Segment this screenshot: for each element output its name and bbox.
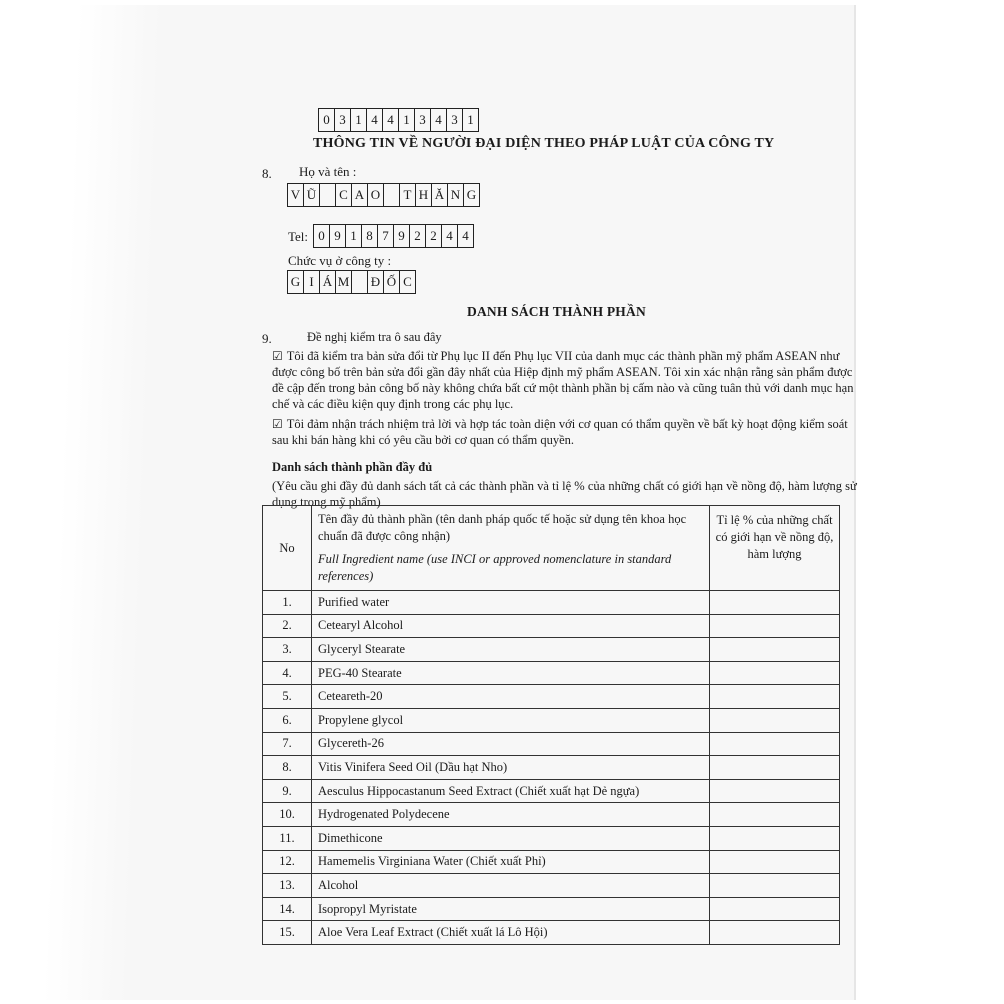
cell-percentage [710,685,840,709]
cell-no: 8. [263,756,312,780]
table-row [263,661,840,685]
col-header-name-en: Full Ingredient name (use INCI or approved nomenclature in standard references) [318,552,672,583]
name-char-box: Ũ [304,184,320,206]
position-char-box: Á [320,271,336,293]
tax-code-digit-box: 0 [319,109,335,131]
tel-label: Tel: [288,229,309,244]
cell-percentage [710,803,840,827]
cell-ingredient-name: Ceteareth-20 [312,685,710,709]
cell-ingredient-name: Aloe Vera Leaf Extract (Chiết xuất lá Lô Hội) [312,921,710,945]
tel-boxes [313,224,474,248]
cell-percentage [710,897,840,921]
tax-code-digit-box: 3 [447,109,463,131]
cell-no: 6. [263,708,312,732]
table-row [263,591,840,615]
cell-ingredient-name: Dimethicone [312,826,710,850]
cell-ingredient-name: Glycereth-26 [312,732,710,756]
tel-digit-box: 9 [330,225,346,247]
tel-digit-box: 2 [426,225,442,247]
name-boxes [287,183,480,207]
item-8-number: 8. [262,166,272,181]
name-char-box: N [448,184,464,206]
cell-percentage [710,826,840,850]
item-9-number: 9. [262,331,272,346]
cell-percentage [710,874,840,898]
tax-code-digit-box: 1 [351,109,367,131]
tax-code-digit-box: 3 [415,109,431,131]
tax-code-digit-box: 3 [335,109,351,131]
cell-ingredient-name: Propylene glycol [312,708,710,732]
tel-digit-box: 1 [346,225,362,247]
table-row [263,614,840,638]
cell-no: 15. [263,921,312,945]
check-prompt: Đề nghị kiểm tra ô sau đây [307,330,442,344]
name-label: Họ và tên : [299,164,357,179]
cell-no: 14. [263,897,312,921]
cell-percentage [710,756,840,780]
name-char-box: G [466,187,477,202]
table-row [263,826,840,850]
col-header-name-vi: Tên đầy đủ thành phần (tên danh pháp quốc tế hoặc sử dụng tên khoa học chuẩn đã được công nhận) [318,512,687,543]
cell-percentage [710,708,840,732]
cell-ingredient-name: Aesculus Hippocastanum Seed Extract (Chiết xuất hạt Dẻ ngựa) [312,779,710,803]
position-char-box: M [336,271,352,293]
checked-checkbox-icon: ☑ [272,417,283,431]
table-header-row [263,506,840,591]
cell-ingredient-name: Hamemelis Virginiana Water (Chiết xuất Phỉ) [312,850,710,874]
full-list-note: (Yêu cầu ghi đầy đủ danh sách tất cả các thành phần và tỉ lệ % của những chất có giới hạn về nồng độ, hàm lượng sử dụng trong mỹ phẩm) [272,479,857,509]
cell-ingredient-name: PEG-40 Stearate [312,661,710,685]
col-header-no: No [263,506,312,591]
cell-ingredient-name: Isopropyl Myristate [312,897,710,921]
tax-code-digit-box: 4 [431,109,447,131]
cell-ingredient-name: Hydrogenated Polydecene [312,803,710,827]
name-char-box: H [416,184,432,206]
tax-code-boxes [318,108,479,132]
cell-ingredient-name: Glyceryl Stearate [312,638,710,662]
col-header-name [312,506,710,591]
declaration-1 [272,348,856,412]
tax-code-digit-box: 1 [467,112,474,127]
tel-digit-box: 7 [378,225,394,247]
cell-no: 10. [263,803,312,827]
position-boxes [287,270,416,294]
tel-digit-box: 8 [362,225,378,247]
cell-no: 9. [263,779,312,803]
tel-digit-box: 9 [394,225,410,247]
ingredients-table [262,505,840,945]
tax-code-digit-box: 4 [367,109,383,131]
table-row [263,638,840,662]
cell-no: 2. [263,614,312,638]
position-char-box [352,271,368,293]
table-row [263,732,840,756]
cell-ingredient-name: Vitis Vinifera Seed Oil (Dầu hạt Nho) [312,756,710,780]
position-char-box: C [403,274,412,289]
tel-digit-box: 4 [462,228,469,243]
cell-percentage [710,921,840,945]
position-char-box: Ố [384,271,400,293]
position-label: Chức vụ ở công ty : [288,253,392,268]
cell-no: 5. [263,685,312,709]
table-row [263,850,840,874]
cell-percentage [710,614,840,638]
tax-code-digit-box: 1 [399,109,415,131]
table-row [263,685,840,709]
declaration-2 [272,416,856,448]
name-char-box: Ă [432,184,448,206]
table-row [263,756,840,780]
cell-percentage [710,850,840,874]
table-row [263,874,840,898]
cell-percentage [710,661,840,685]
cell-percentage [710,591,840,615]
name-char-box: T [400,184,416,206]
table-row [263,803,840,827]
cell-no: 13. [263,874,312,898]
cell-no: 4. [263,661,312,685]
checked-checkbox-icon: ☑ [272,349,283,363]
ingredients-section-title: DANH SÁCH THÀNH PHẦN [467,304,646,319]
tax-code-digit-box: 4 [383,109,399,131]
col-header-pct: Tỉ lệ % của những chất có giới hạn về nồng độ, hàm lượng [710,506,840,591]
name-char-box: A [352,184,368,206]
cell-ingredient-name: Cetearyl Alcohol [312,614,710,638]
declaration-2-text: Tôi đảm nhận trách nhiệm trả lời và hợp tác toàn diện với cơ quan có thẩm quyền về bất kỳ hoạt động kiểm soát sau khi bán hàng khi có yêu cầu bởi cơ quan có thẩm quyền. [272,417,848,447]
cell-percentage [710,779,840,803]
cell-no: 11. [263,826,312,850]
cell-percentage [710,638,840,662]
table-row [263,708,840,732]
name-char-box: O [368,184,384,206]
full-list-title: Danh sách thành phần đầy đủ [272,460,433,474]
cell-no: 1. [263,591,312,615]
name-char-box: C [336,184,352,206]
tel-digit-box: 0 [314,225,330,247]
table-row [263,921,840,945]
tel-digit-box: 2 [410,225,426,247]
tel-digit-box: 4 [442,225,458,247]
cell-no: 12. [263,850,312,874]
cell-percentage [710,732,840,756]
declaration-1-text: Tôi đã kiểm tra bản sửa đổi từ Phụ lục II đến Phụ lục VII của danh mục các thành phần mỹ phẩm ASEAN như được công bố trên bản sửa đổi gần đây nhất của Hiệp định mỹ phẩm ASEAN. Tôi xin xác nhận rằng sản phẩm được đề cập đến trong bản công bố này không chứa bất cứ một thành phần bị cấm nào và cũng tuân thủ với danh mục hạn chế và các điều kiện quy định trong các phụ lục. [272,349,854,411]
position-char-box: I [304,271,320,293]
name-char-box [320,184,336,206]
cell-ingredient-name: Alcohol [312,874,710,898]
cell-ingredient-name: Purified water [312,591,710,615]
name-char-box: V [288,184,304,206]
cell-no: 7. [263,732,312,756]
table-row [263,897,840,921]
name-char-box [384,184,400,206]
table-row [263,779,840,803]
position-char-box: G [288,271,304,293]
representative-section-title: THÔNG TIN VỀ NGƯỜI ĐẠI DIỆN THEO PHÁP LUẬT CỦA CÔNG TY [313,136,775,151]
position-char-box: Đ [368,271,384,293]
cell-no: 3. [263,638,312,662]
table-body [263,591,840,945]
